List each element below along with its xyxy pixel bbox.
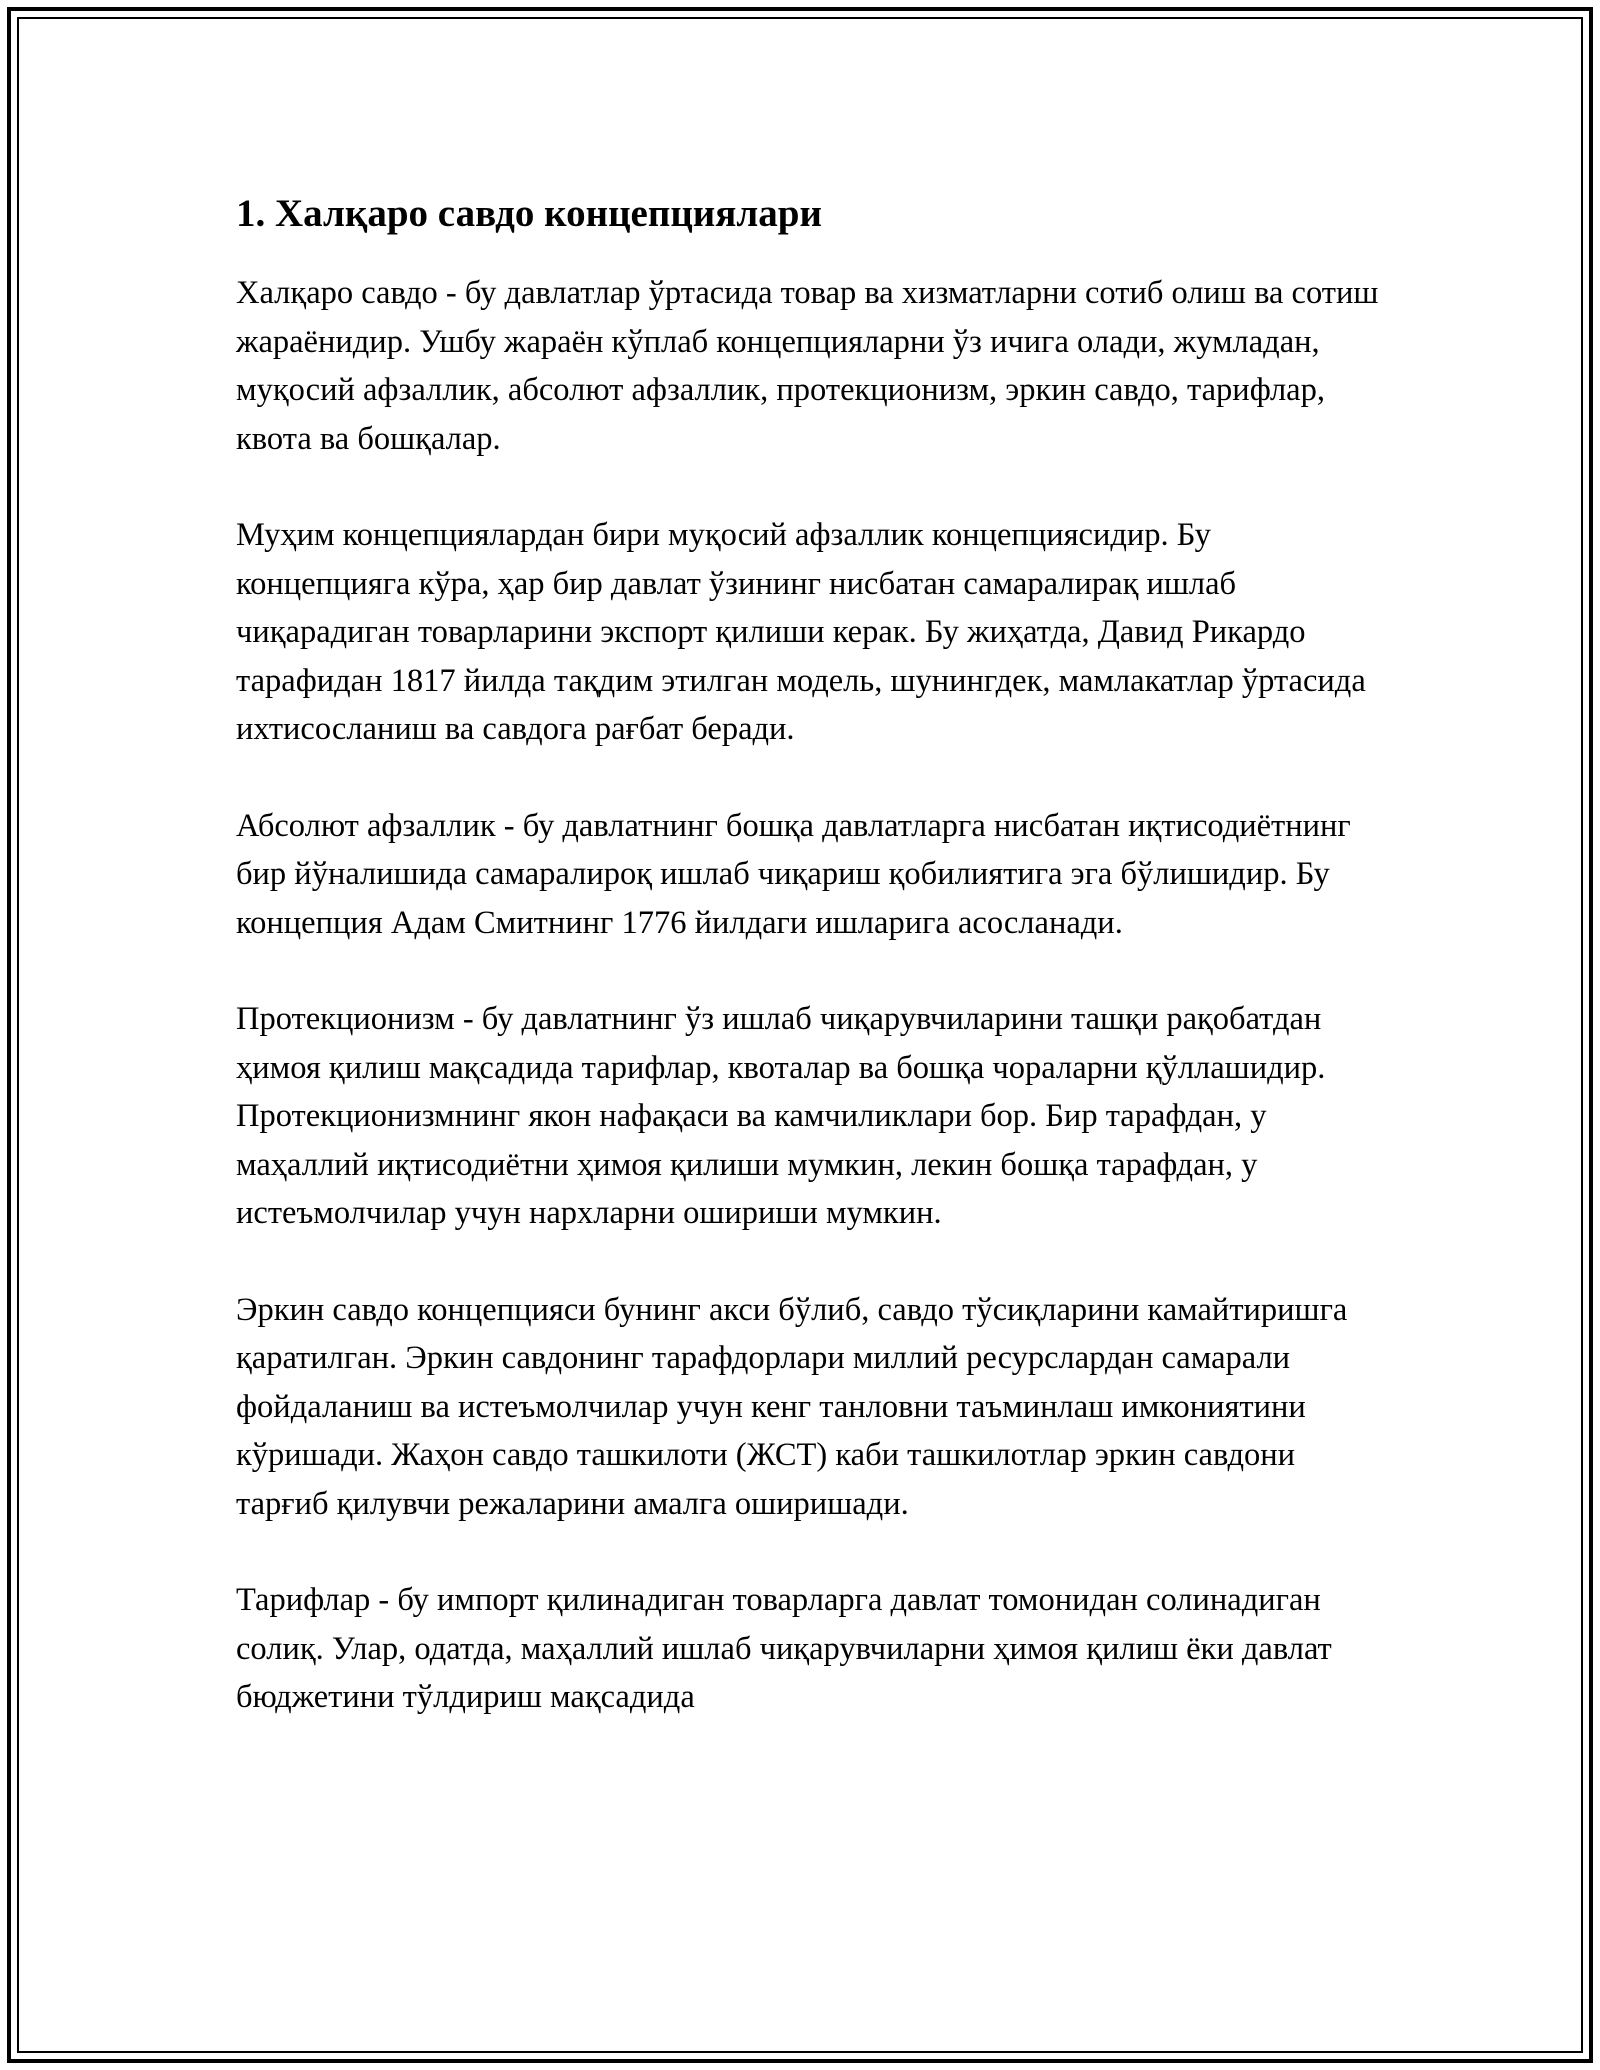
section-heading: 1. Халқаро савдо концепциялари — [236, 192, 822, 235]
paragraph-protectionism: Протекционизм - бу давлатнинг ўз ишлаб чиқарувчиларини ташқи рақобатдан ҳимоя қилиш мақсадида тарифлар, квоталар ва бошқа чораларни қўллашидир. Протекционизмнинг якон нафақаси ва камчиликлари бор. Бир тарафдан, у маҳаллий иқтисодиётни ҳимоя қилиши мумкин, лекин бошқа тарафдан, у истеъмолчилар учун нархларни ошириши мумкин. — [236, 1001, 1326, 1231]
paragraph-free-trade: Эркин савдо концепцияси бунинг акси бўлиб, савдо тўсиқларини камайтиришга қаратилган. Эркин савдонинг тарафдорлари миллий ресурслардан самарали фойдаланиш ва истеъмолчилар учун кенг танловни таъминлаш имкониятини кўришади. Жаҳон савдо ташкилоти (ЖСТ) каби ташкилотлар эркин савдони тарғиб қилувчи режаларини амалга оширишади. — [236, 1291, 1348, 1522]
paragraph-absolute-advantage: Абсолют афзаллик - бу давлатнинг бошқа давлатларга нисбатан иқтисодиётнинг бир йўналишида самаралироқ ишлаб чиқариш қобилиятига эга бўлишидир. Бу концепция Адам Смитнинг 1776 йилдаги ишларига асосланади. — [236, 807, 1351, 941]
document-body — [236, 185, 1386, 1770]
paragraph-intro: Халқаро савдо - бу давлатлар ўртасида товар ва хизматларни сотиб олиш ва сотиш жараёнидир. Ушбу жараён кўплаб концепцияларни ўз ичига олади, жумладан, муқосий афзаллик, абсолют афзаллик, протекционизм, эркин савдо, тарифлар, квота ва бошқалар. — [236, 275, 1379, 457]
paragraph-comparative-advantage: Муҳим концепциялардан бири муқосий афзаллик концепциясидир. Бу концепцияга кўра, ҳар бир давлат ўзининг нисбатан самаралирақ ишлаб чиқарадиган товарларини экспорт қилиши керак. Бу жиҳатда, Давид Рикардо тарафидан 1817 йилда тақдим этилган модель, шунингдек, мамлакатлар ўртасида ихтисосланиш ва савдога рағбат беради. — [236, 517, 1366, 747]
paragraph-tariffs: Тарифлар - бу импорт қилинадиган товарларга давлат томонидан солинадиган солиқ. Улар, одатда, маҳаллий ишлаб чиқарувчиларни ҳимоя қилиш ёки давлат бюджетини тўлдириш мақсадида — [236, 1582, 1332, 1715]
